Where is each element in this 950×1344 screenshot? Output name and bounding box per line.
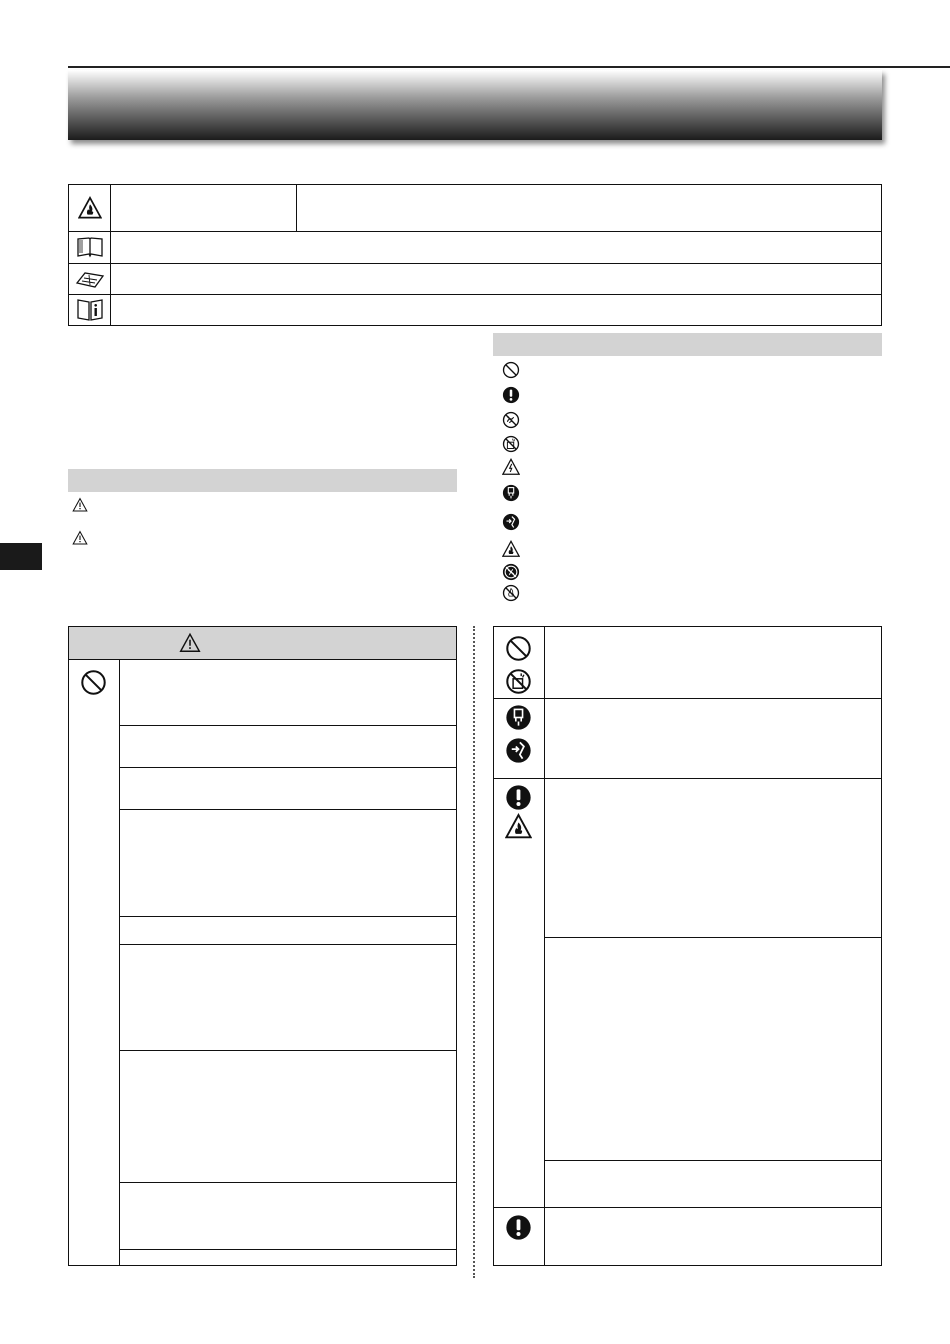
symbols-header (493, 333, 882, 356)
electric-shock-icon (502, 458, 520, 476)
prohibited-icon (502, 361, 520, 379)
row-divider (544, 1160, 881, 1161)
no-water-splash-icon (505, 668, 532, 695)
disconnect-power-icon (505, 737, 532, 764)
symbol-row-read-manual (69, 263, 881, 295)
group-divider (494, 698, 881, 699)
info-manual-icon (69, 294, 111, 325)
precautions-header (68, 469, 457, 492)
mandatory-icon (505, 1214, 532, 1241)
row-divider (119, 767, 456, 768)
mandatory-icon (505, 784, 532, 811)
fire-warning-icon (505, 813, 532, 840)
side-section-tab[interactable] (0, 543, 42, 570)
fire-warning-icon (502, 540, 520, 558)
column-divider (473, 626, 475, 1278)
no-wet-hands-icon (502, 411, 520, 429)
no-water-splash-icon (502, 435, 520, 453)
prohibited-icon (505, 635, 532, 662)
mandatory-icon (502, 386, 520, 404)
warning-triangle-icon (72, 497, 88, 513)
manual-book-icon (69, 231, 111, 263)
row-divider (119, 916, 456, 917)
unplug-icon (502, 484, 520, 502)
symbol-row-flammable (69, 185, 881, 232)
row-divider (119, 1182, 456, 1183)
unplug-icon (505, 704, 532, 731)
group-divider (494, 1207, 881, 1208)
row-divider (119, 1249, 456, 1250)
symbol-row-info (69, 294, 881, 325)
section-header-banner (68, 70, 882, 140)
row-divider (119, 725, 456, 726)
warning-table (68, 626, 457, 1266)
caution-triangle-icon (72, 530, 88, 546)
top-rule (68, 66, 950, 68)
warning-table-header (69, 627, 456, 660)
row-divider (544, 937, 881, 938)
flammable-warning-icon (69, 185, 111, 231)
warning-icon-column (69, 659, 120, 1265)
warning-triangle-icon (179, 632, 201, 654)
symbol-row-manual (69, 231, 881, 264)
group-divider (494, 778, 881, 779)
symbol-definition-table (68, 184, 882, 326)
no-open-flame-icon (502, 584, 520, 602)
symbol-label-cell (110, 185, 297, 231)
row-divider (119, 944, 456, 945)
disconnect-power-icon (502, 513, 520, 531)
read-manual-icon (69, 263, 111, 294)
prohibited-icon (80, 669, 107, 696)
warning-table-continued (493, 626, 882, 1266)
no-disassembly-icon (502, 563, 520, 581)
row-divider (119, 1050, 456, 1051)
row-divider (119, 809, 456, 810)
